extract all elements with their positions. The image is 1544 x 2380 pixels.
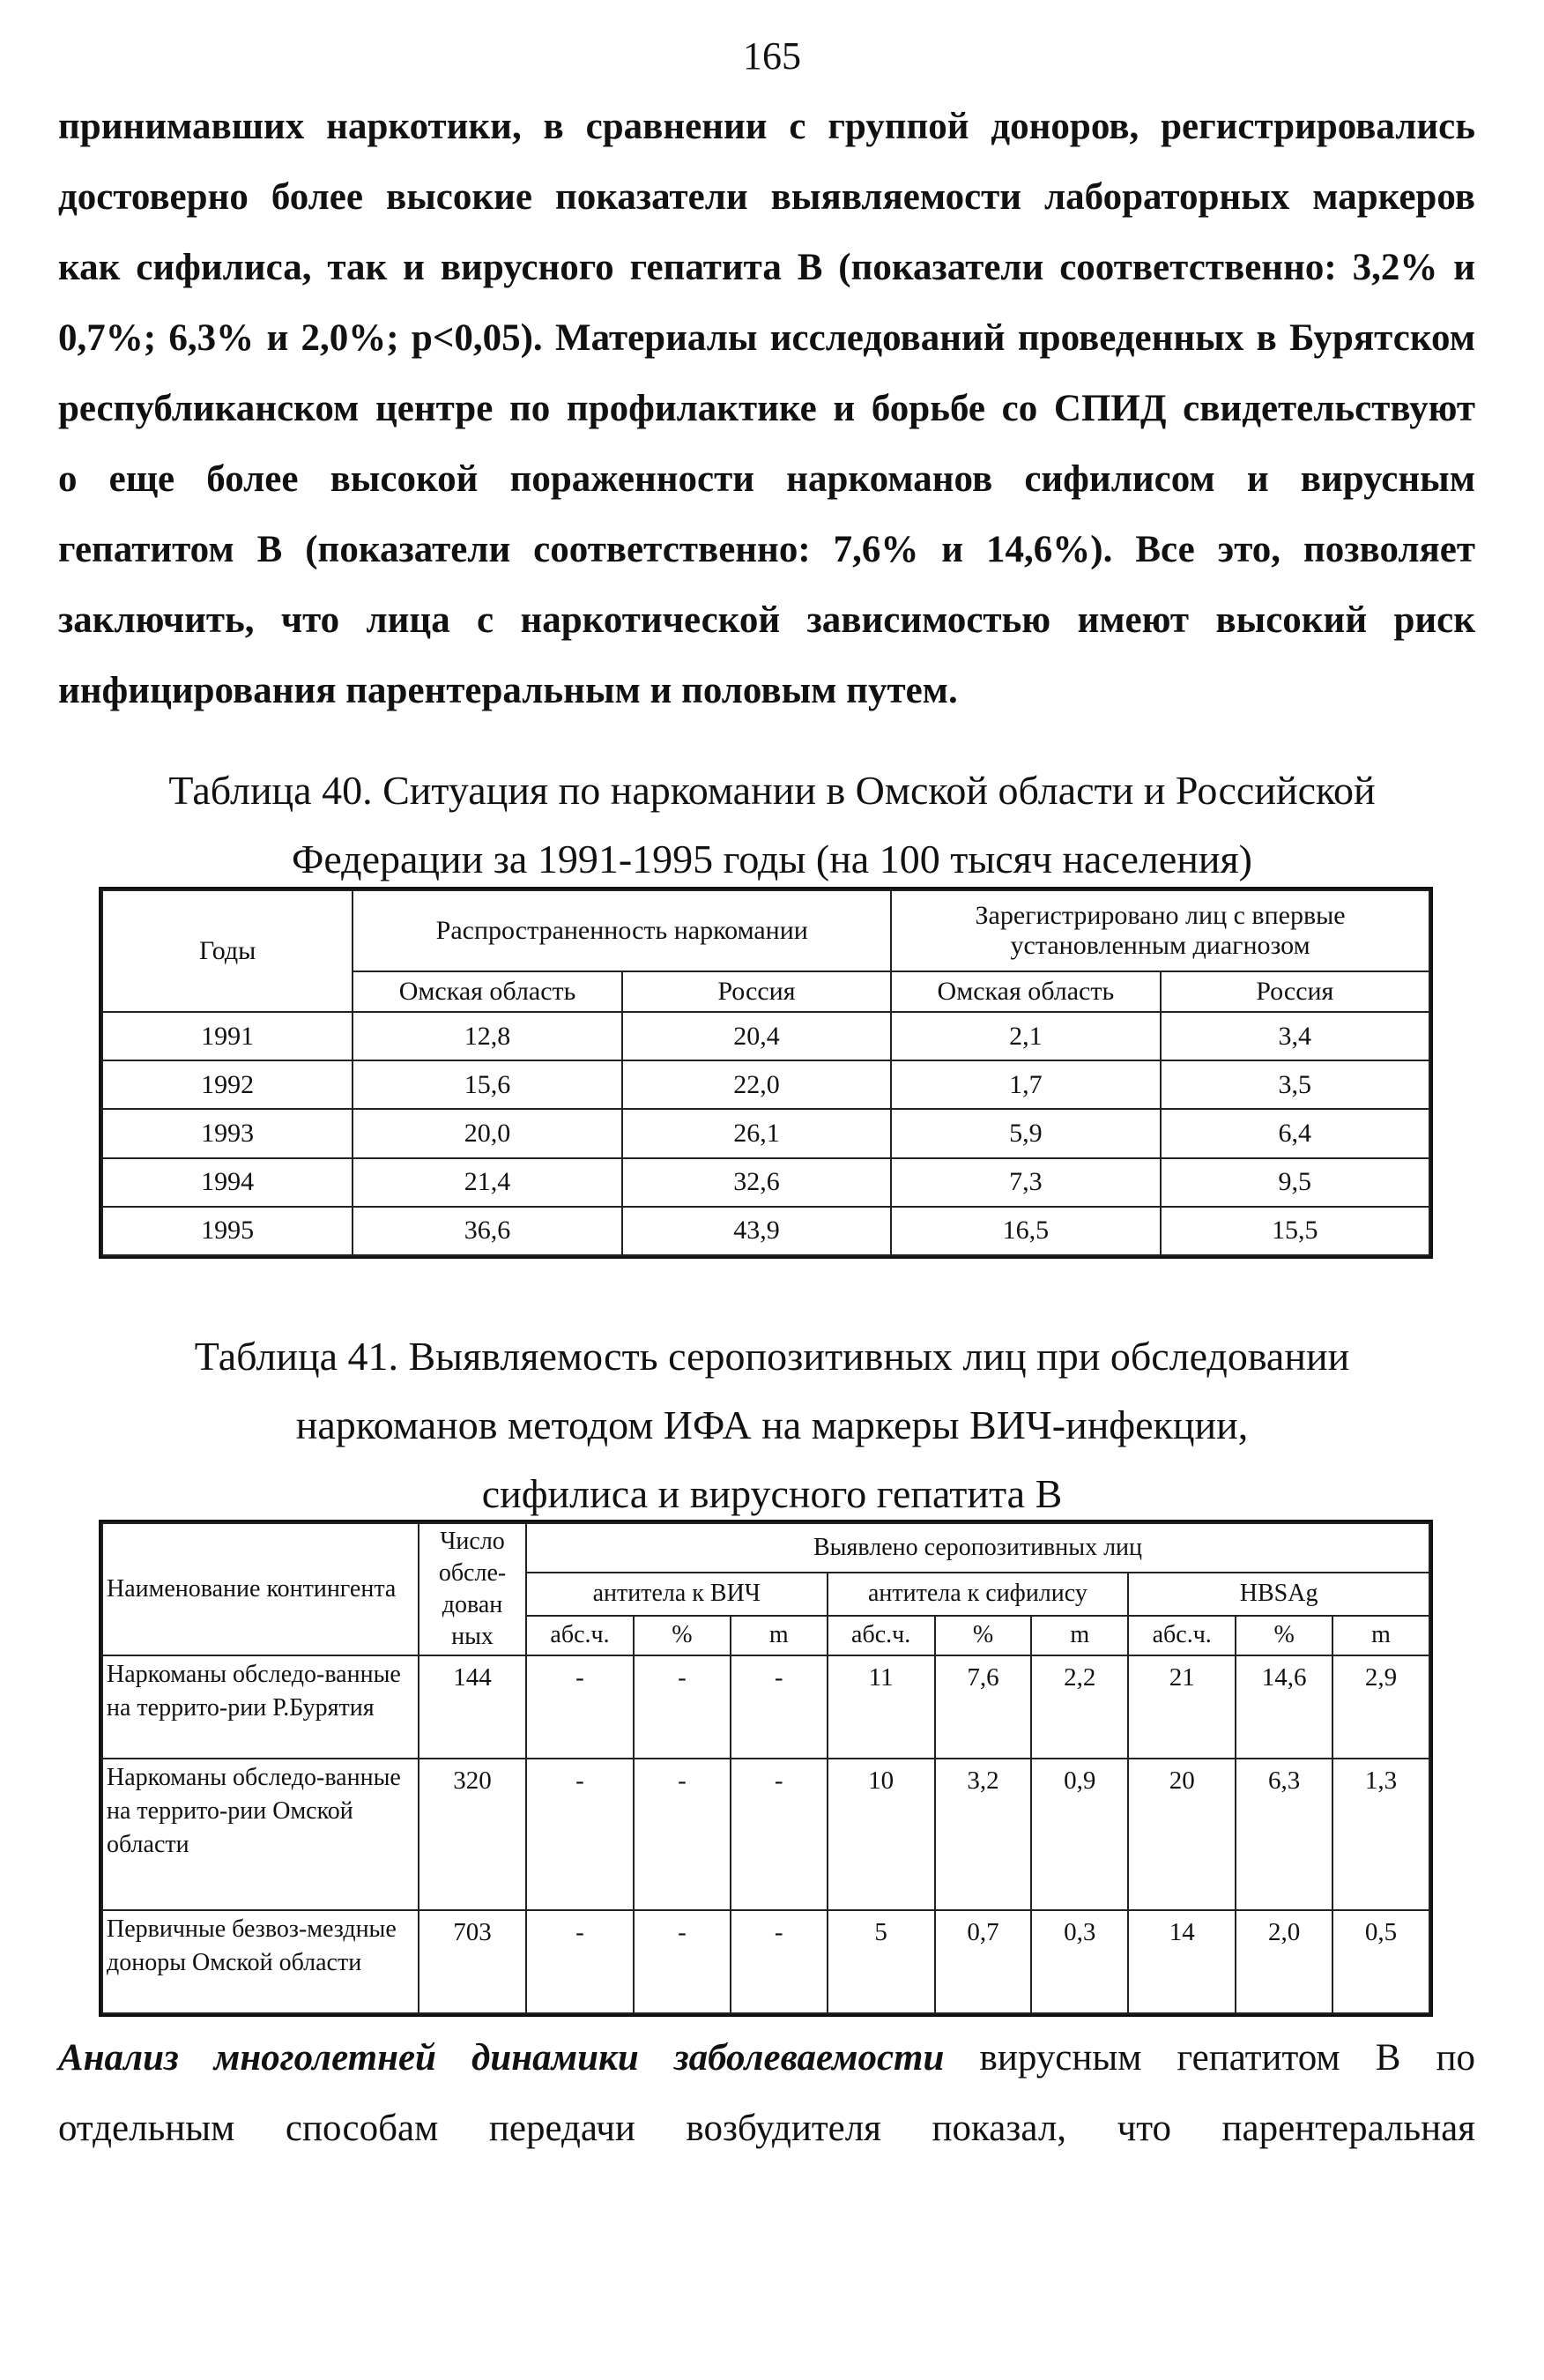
cell-hb-abs: 14 <box>1128 1910 1236 2013</box>
cell-hiv-abs: - <box>526 1655 634 1759</box>
cell-count: 144 <box>419 1655 526 1759</box>
cell-prevalence-russia: 43,9 <box>622 1207 891 1255</box>
cell-prevalence-russia: 32,6 <box>622 1158 891 1207</box>
cell-hb-pct: 6,3 <box>1236 1759 1332 1910</box>
header-pct: % <box>634 1616 731 1655</box>
cell-new-omsk: 1,7 <box>891 1060 1160 1109</box>
table41 <box>101 1522 1430 2014</box>
paragraph-line: республиканском центре по профилактике и борьбе со СПИД свидетельствуют <box>58 388 1475 429</box>
cell-new-russia: 3,4 <box>1161 1012 1429 1060</box>
paragraph-line: как сифилиса, так и вирусного гепатита В (показатели соответственно: 3,2% и <box>58 247 1475 288</box>
cell-new-omsk: 5,9 <box>891 1109 1160 1157</box>
header-prevalence: Распространенность наркомании <box>353 890 891 971</box>
cell-syph-m: 2,2 <box>1031 1655 1128 1759</box>
cell-syph-pct: 0,7 <box>935 1910 1032 2013</box>
header-hbsag: HBSAg <box>1128 1573 1429 1616</box>
header-syphilis: антитела к сифилису <box>828 1573 1129 1616</box>
header-m: m <box>1332 1616 1429 1655</box>
cell-hiv-pct: - <box>634 1655 731 1759</box>
cell-hiv-m: - <box>731 1910 828 2013</box>
paragraph-line: о еще более высокой пораженности наркоманов сифилисом и вирусным <box>58 458 1475 500</box>
cell-contingent: Наркоманы обследо-ванные на террито-рии Р.Бурятия <box>102 1655 419 1759</box>
cell-syph-abs: 10 <box>828 1759 935 1910</box>
cell-count: 703 <box>419 1910 526 2013</box>
caption-line: наркоманов методом ИФА на маркеры ВИЧ-инфекции, <box>295 1402 1249 1447</box>
cell-new-omsk: 7,3 <box>891 1158 1160 1207</box>
cell-new-russia: 9,5 <box>1161 1158 1429 1207</box>
cell-new-omsk: 16,5 <box>891 1207 1160 1255</box>
header-new-diagnosis: Зарегистрировано лиц с впервые установленным диагнозом <box>891 890 1429 971</box>
table40-frame <box>99 887 1433 1259</box>
header-abs: абс.ч. <box>828 1616 935 1655</box>
cell-contingent: Наркоманы обследо-ванные на террито-рии Омской области <box>102 1759 419 1910</box>
body-paragraph-2 <box>58 2023 1475 2164</box>
header-m: m <box>1031 1616 1128 1655</box>
cell-prevalence-omsk: 21,4 <box>353 1158 621 1207</box>
caption-line: сифилиса и вирусного гепатита В <box>481 1471 1063 1516</box>
table-row <box>102 1109 1429 1157</box>
table-row <box>102 1910 1429 2013</box>
cell-new-russia: 15,5 <box>1161 1207 1429 1255</box>
paragraph-line: инфицирования парентеральным и половым путем. <box>58 670 958 711</box>
cell-prevalence-omsk: 36,6 <box>353 1207 621 1255</box>
cell-year: 1995 <box>102 1207 353 1255</box>
header-examined-count: Число обсле-дован ных <box>419 1523 526 1655</box>
cell-hb-m: 2,9 <box>1332 1655 1429 1759</box>
cell-year: 1992 <box>102 1060 353 1109</box>
cell-hb-abs: 21 <box>1128 1655 1236 1759</box>
header-russia: Россия <box>1161 971 1429 1012</box>
caption-line: Таблица 41. Выявляемость серопозитивных лиц при обследовании <box>194 1334 1350 1379</box>
paragraph-line: гепатитом В (показатели соответственно: 7,6% и 14,6%). Все это, позволяет <box>58 529 1475 570</box>
paragraph-line: отдельным способам передачи возбудителя показал, что парентеральная <box>58 2108 1475 2149</box>
header-russia: Россия <box>622 971 891 1012</box>
header-hiv: антитела к ВИЧ <box>526 1573 828 1616</box>
paragraph-line <box>58 2023 1475 2094</box>
caption-line: Таблица 40. Ситуация по наркомании в Омской области и Российской <box>168 768 1376 813</box>
cell-hiv-m: - <box>731 1759 828 1910</box>
paragraph-line: заключить, что лица с наркотической зависимостью имеют высокий риск <box>58 599 1475 641</box>
cell-syph-m: 0,9 <box>1031 1759 1128 1910</box>
table41-caption <box>0 1322 1544 1528</box>
cell-contingent: Первичные безвоз-мездные доноры Омской области <box>102 1910 419 2013</box>
paragraph-text: вирусным гепатитом В по <box>944 2037 1475 2079</box>
header-year: Годы <box>102 890 353 1012</box>
cell-new-russia: 6,4 <box>1161 1109 1429 1157</box>
cell-syph-abs: 5 <box>828 1910 935 2013</box>
cell-hiv-abs: - <box>526 1910 634 2013</box>
cell-hb-pct: 2,0 <box>1236 1910 1332 2013</box>
cell-hiv-m: - <box>731 1655 828 1759</box>
emphasized-phrase: Анализ многолетней динамики заболеваемости <box>58 2037 945 2079</box>
table-row <box>102 1060 1429 1109</box>
cell-year: 1994 <box>102 1158 353 1207</box>
table-row <box>102 1158 1429 1207</box>
table40-caption <box>0 756 1544 894</box>
table-row <box>102 1655 1429 1759</box>
cell-syph-abs: 11 <box>828 1655 935 1759</box>
paragraph-line: принимавших наркотики, в сравнении с группой доноров, регистрировались <box>58 106 1475 147</box>
cell-hiv-pct: - <box>634 1910 731 2013</box>
cell-hiv-abs: - <box>526 1759 634 1910</box>
cell-year: 1993 <box>102 1109 353 1157</box>
caption-line: Федерации за 1991-1995 годы (на 100 тысяч населения) <box>292 837 1252 881</box>
table-row <box>102 1207 1429 1255</box>
cell-syph-m: 0,3 <box>1031 1910 1128 2013</box>
header-contingent: Наименование контингента <box>102 1523 419 1655</box>
cell-new-russia: 3,5 <box>1161 1060 1429 1109</box>
cell-syph-pct: 3,2 <box>935 1759 1032 1910</box>
cell-hb-m: 1,3 <box>1332 1759 1429 1910</box>
table-row <box>102 1759 1429 1910</box>
header-detected: Выявлено серопозитивных лиц <box>526 1523 1429 1573</box>
cell-hb-abs: 20 <box>1128 1759 1236 1910</box>
cell-prevalence-omsk: 12,8 <box>353 1012 621 1060</box>
cell-prevalence-russia: 26,1 <box>622 1109 891 1157</box>
body-paragraph <box>58 92 1475 726</box>
header-pct: % <box>1236 1616 1332 1655</box>
table41-frame <box>99 1520 1433 2017</box>
cell-year: 1991 <box>102 1012 353 1060</box>
header-omsk: Омская область <box>891 971 1160 1012</box>
header-pct: % <box>935 1616 1032 1655</box>
cell-count: 320 <box>419 1759 526 1910</box>
paragraph-line: достоверно более высокие показатели выявляемости лабораторных маркеров <box>58 176 1475 218</box>
header-abs: абс.ч. <box>526 1616 634 1655</box>
table40 <box>101 889 1430 1256</box>
cell-prevalence-omsk: 15,6 <box>353 1060 621 1109</box>
paragraph-line: 0,7%; 6,3% и 2,0%; p<0,05). Материалы исследований проведенных в Бурятском <box>58 317 1475 359</box>
cell-new-omsk: 2,1 <box>891 1012 1160 1060</box>
header-omsk: Омская область <box>353 971 621 1012</box>
cell-syph-pct: 7,6 <box>935 1655 1032 1759</box>
header-m: m <box>731 1616 828 1655</box>
header-abs: абс.ч. <box>1128 1616 1236 1655</box>
cell-hiv-pct: - <box>634 1759 731 1910</box>
cell-prevalence-russia: 22,0 <box>622 1060 891 1109</box>
cell-hb-m: 0,5 <box>1332 1910 1429 2013</box>
cell-hb-pct: 14,6 <box>1236 1655 1332 1759</box>
page-number: 165 <box>743 34 801 78</box>
cell-prevalence-russia: 20,4 <box>622 1012 891 1060</box>
table-row <box>102 1012 1429 1060</box>
cell-prevalence-omsk: 20,0 <box>353 1109 621 1157</box>
